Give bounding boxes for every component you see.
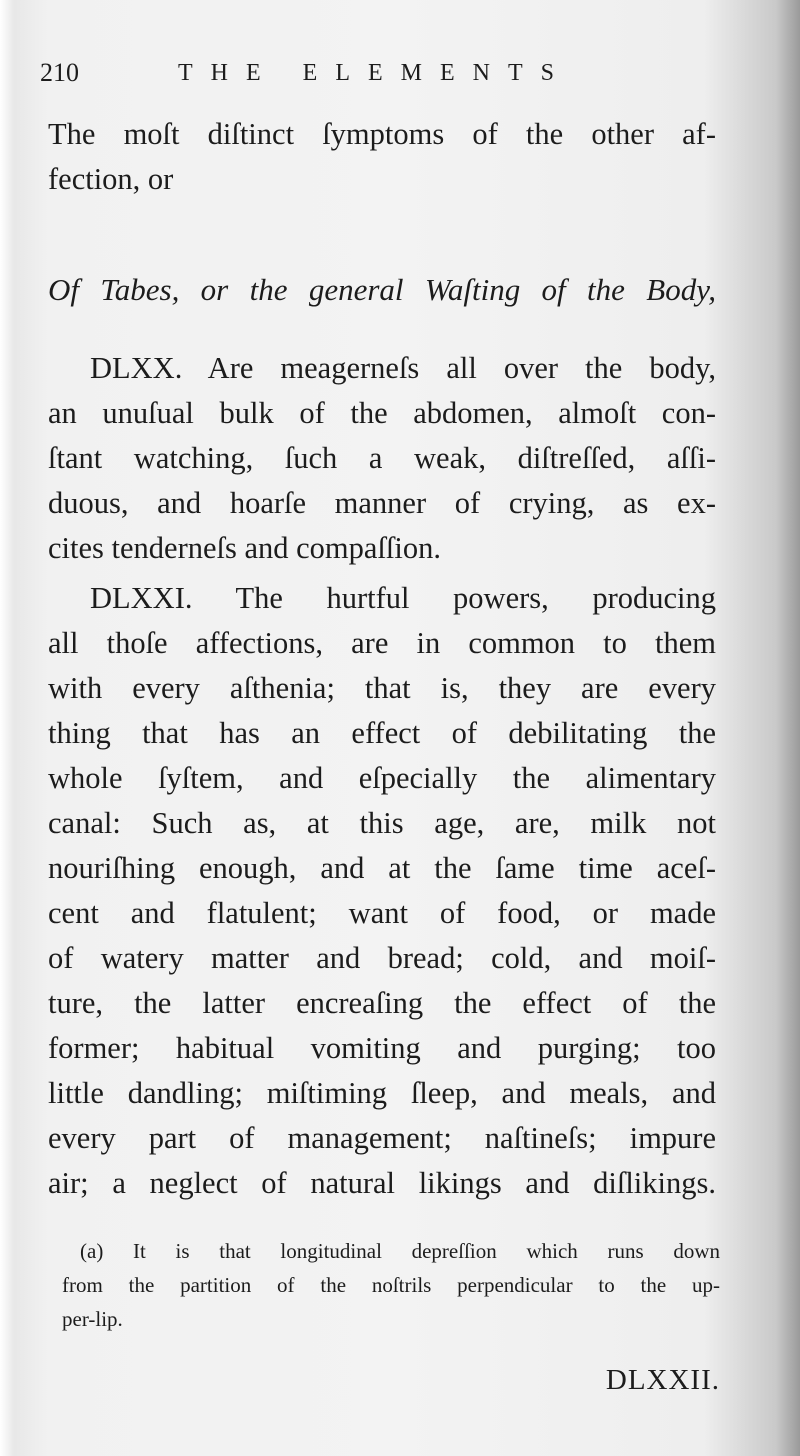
text-line: The moſt diſtinct ſymptoms of the other af-	[48, 117, 716, 151]
paragraph-dlxxi-line: canal: Such as, at this age, are, milk not	[48, 806, 716, 840]
paragraph-dlxxi-line: DLXXI. The hurtful powers, producing	[90, 581, 716, 615]
paragraph-dlxxi-line: former; habitual vomiting and purging; too	[48, 1031, 716, 1065]
footnote-line: per-lip.	[62, 1307, 123, 1331]
paragraph-dlxxi-line: every part of management; naſtineſs; impure	[48, 1121, 716, 1155]
paragraph-dlxxi-line: air; a neglect of natural likings and diſlikings.	[48, 1166, 716, 1200]
paragraph-dlxx-line: duous, and hoarſe manner of crying, as ex-	[48, 486, 716, 520]
paragraph-dlxxi-line: of watery matter and bread; cold, and moiſ-	[48, 941, 716, 975]
paragraph-dlxxi-line: nouriſhing enough, and at the ſame time aceſ-	[48, 851, 716, 885]
paragraph-dlxx-line: DLXX. Are meagerneſs all over the body,	[90, 351, 716, 385]
section-title: Of Tabes, or the general Waſting of the Body,	[48, 272, 716, 307]
paragraph-dlxxi-line: cent and flatulent; want of food, or made	[48, 896, 716, 930]
paragraph-dlxx-line: an unuſual bulk of the abdomen, almoſt con-	[48, 396, 716, 430]
paragraph-dlxxi-line: little dandling; miſtiming ſleep, and meals, and	[48, 1076, 716, 1110]
text-line: fection, or	[48, 162, 174, 196]
paragraph-dlxxi-line: ture, the latter encreaſing the effect of the	[48, 986, 716, 1020]
footnote-line: (a) It is that longitudinal depreſſion which runs down	[80, 1239, 720, 1263]
paragraph-dlxx-line: cites tenderneſs and compaſſion.	[48, 531, 441, 565]
paragraph-dlxxi-line: thing that has an effect of debilitating the	[48, 716, 716, 750]
footnote-line: from the partition of the noſtrils perpendicular to the up-	[62, 1273, 720, 1297]
paragraph-dlxxi-line: whole ſyſtem, and eſpecially the alimentary	[48, 761, 716, 795]
page-number: 210	[40, 58, 79, 87]
paragraph-dlxxi-line: with every aſthenia; that is, they are every	[48, 671, 716, 705]
paragraph-dlxx-line: ſtant watching, ſuch a weak, diſtreſſed, aſſi-	[48, 441, 716, 475]
page-gutter	[0, 0, 14, 1456]
page-header	[40, 58, 740, 98]
running-head: THE ELEMENTS	[178, 60, 572, 86]
catchword: DLXXII.	[605, 1364, 720, 1396]
paragraph-dlxxi-line: all thoſe affections, are in common to them	[48, 626, 716, 660]
